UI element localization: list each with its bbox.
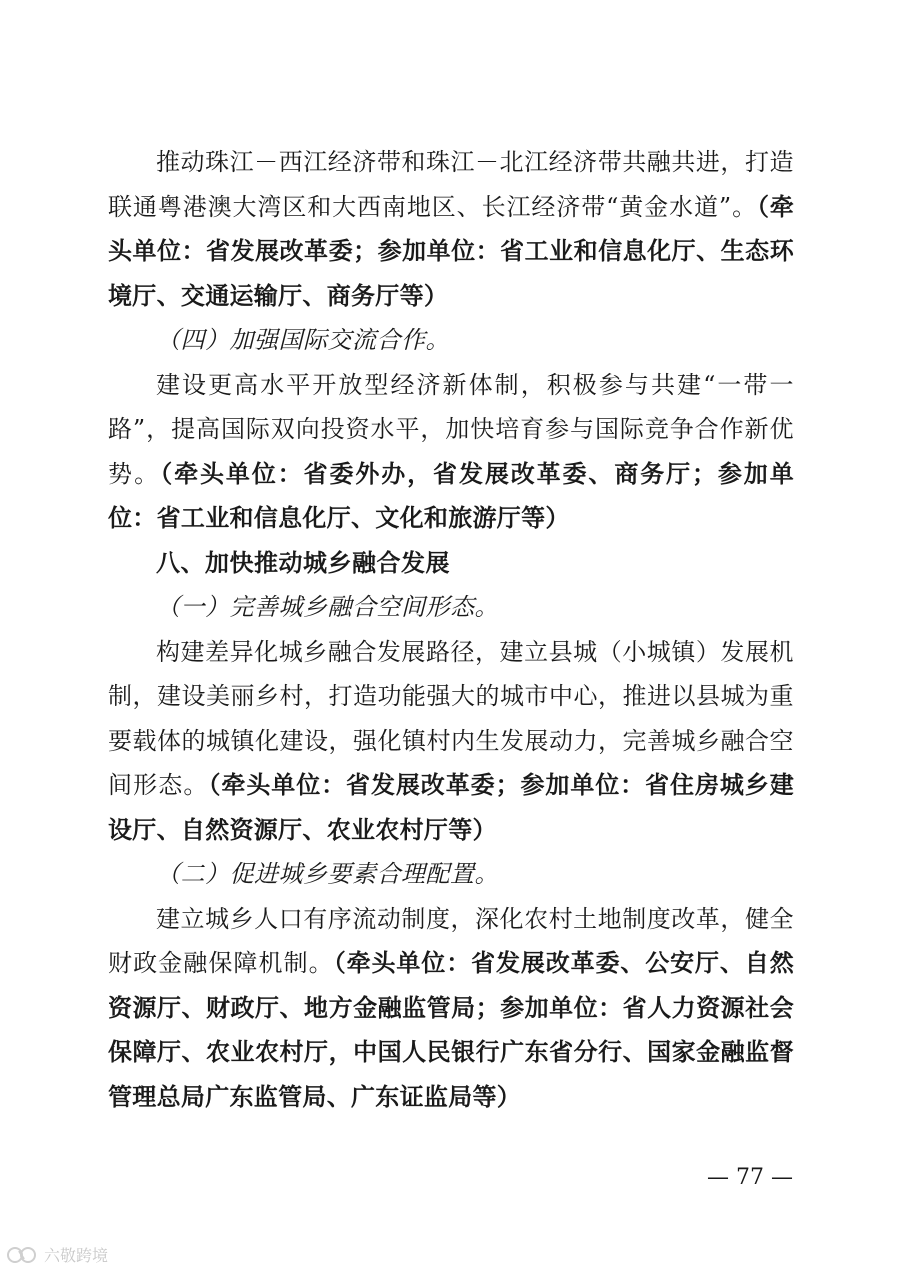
paragraph-1-responsible-units: （牵头单位：省发展改革委；参加单位：省工业和信息化厅、生态环境厅、交通运输厅、商务厅等） <box>108 192 794 310</box>
paragraph-4 <box>108 897 794 1120</box>
logo-icon <box>6 1245 40 1265</box>
paragraph-2-responsible-units: （牵头单位：省委外办，省发展改革委、商务厅；参加单位：省工业和信息化厅、文化和旅游厅等） <box>108 459 795 532</box>
document-page <box>108 140 794 1119</box>
paragraph-1-text: 推动珠江－西江经济带和珠江－北江经济带共融共进，打造联通粤港澳大湾区和大西南地区、长江经济带“黄金水道”。 <box>108 148 794 221</box>
paragraph-4-responsible-units: （牵头单位：省发展改革委、公安厅、自然资源厅、财政厅、地方金融监管局；参加单位：省人力资源社会保障厅、农业农村厅，中国人民银行广东省分行、国家金融监督管理总局广东监管局、广东证监局等） <box>108 949 794 1111</box>
watermark <box>6 1243 108 1266</box>
paragraph-2-text: 建设更高水平开放型经济新体制，积极参与共建“一带一路”，提高国际双向投资水平，加快培育参与国际竞争合作新优势。 <box>108 370 794 488</box>
subheading-factor-allocation: （二）促进城乡要素合理配置。 <box>156 860 499 888</box>
watermark-text: 六敬跨境 <box>44 1246 109 1265</box>
paragraph-3-responsible-units: （牵头单位：省发展改革委；参加单位：省住房城乡建设厅、自然资源厅、农业农村厅等） <box>108 771 795 844</box>
subheading-spatial-form: （一）完善城乡融合空间形态。 <box>156 593 499 621</box>
paragraph-1 <box>108 140 794 318</box>
page-number: — 77 — <box>707 1165 793 1190</box>
paragraph-3-text: 构建差异化城乡融合发展路径，建立县城（小城镇）发展机制，建设美丽乡村，打造功能强大的城市中心，推进以县城为重要载体的城镇化建设，强化镇村内生发展动力，完善城乡融合空间形态。 <box>108 637 794 799</box>
section-heading-urban-rural: 八、加快推动城乡融合发展 <box>156 548 450 577</box>
subheading-international-exchange: （四）加强国际交流合作。 <box>156 326 450 354</box>
paragraph-4-text: 建立城乡人口有序流动制度，深化农村土地制度改革，健全财政金融保障机制。 <box>108 904 794 977</box>
paragraph-3 <box>108 630 794 853</box>
paragraph-2 <box>108 363 794 541</box>
